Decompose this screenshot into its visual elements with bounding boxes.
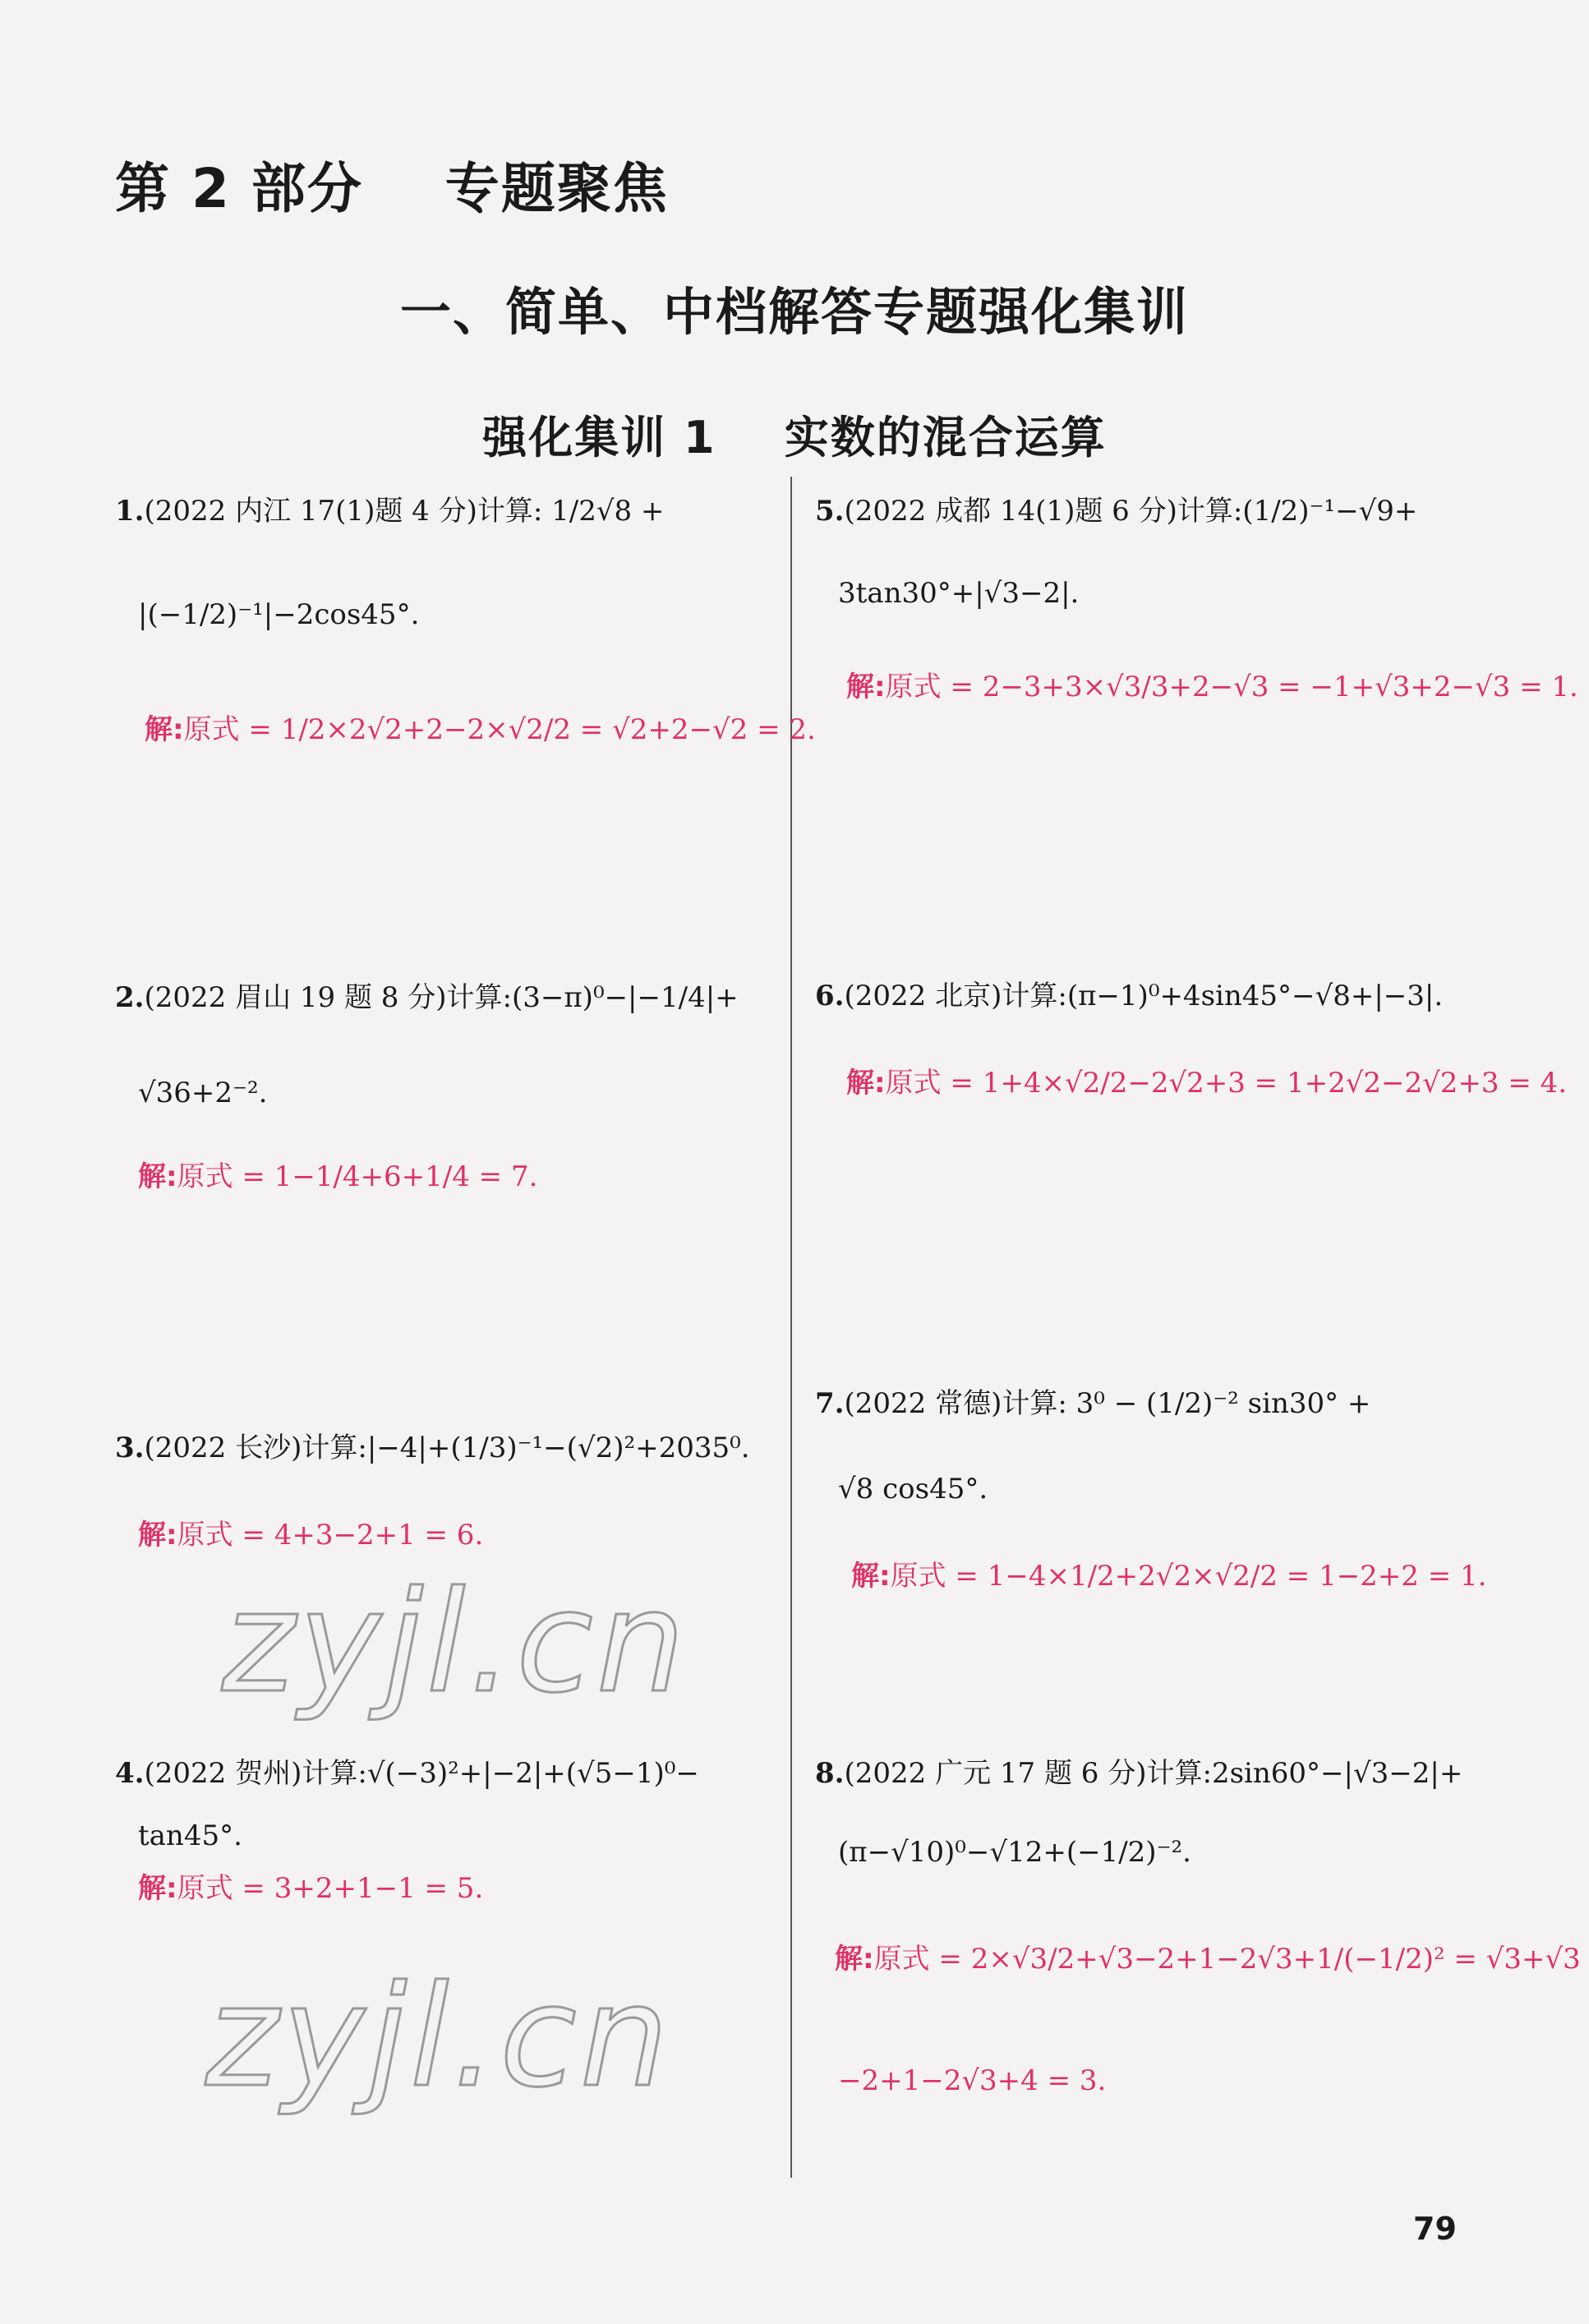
solution-4 (138, 1865, 483, 1906)
problem-text: (2022 贺州)计算:√(−3)²+|−2|+(√5−1)⁰− (144, 1757, 699, 1790)
problem-8 (815, 1755, 1472, 1920)
solution-8 (835, 1936, 1581, 1976)
sub-title: 强化集训 1 实数的混合运算 (482, 412, 1107, 463)
problem-text-cont: √36+2⁻². (138, 1077, 268, 1109)
watermark: zyjl.cn (222, 1561, 689, 1724)
solution-label: 解: (145, 713, 184, 746)
solution-3 (138, 1512, 483, 1552)
solution-text: 原式 = 1/2×2√2+2−2×√2/2 = √2+2−√2 = 2. (183, 713, 816, 746)
solution-text-cont: −2+1−2√3+4 = 3. (838, 2064, 1107, 2097)
problem-number: 3. (115, 1432, 145, 1464)
part-title: 第 2 部分 专题聚焦 (115, 157, 669, 220)
solution-text: 原式 = 3+2+1−1 = 5. (177, 1872, 484, 1905)
section-title: 一、简单、中档解答专题强化集训 (399, 282, 1189, 342)
solution-label: 解: (138, 1160, 177, 1193)
watermark: zyjl.cn (205, 1956, 672, 2119)
solution-label: 解: (851, 1560, 891, 1593)
problem-number: 4. (115, 1757, 145, 1790)
problem-text-cont: 3tan30°+|√3−2|. (838, 577, 1080, 610)
solution-label: 解: (138, 1519, 177, 1552)
solution-text: 原式 = 2−3+3×√3/3+2−√3 = −1+√3+2−√3 = 1. (885, 671, 1578, 703)
problem-number: 7. (815, 1387, 845, 1420)
problem-5 (815, 493, 1472, 657)
solution-1 (145, 707, 816, 747)
solution-text: 原式 = 1−1/4+6+1/4 = 7. (177, 1160, 538, 1193)
problem-text-cont: (π−√10)⁰−√12+(−1/2)⁻². (838, 1836, 1191, 1869)
problem-text: (2022 北京)计算:(π−1)⁰+4sin45°−√8+|−3|. (844, 980, 1444, 1012)
solution-7 (851, 1553, 1486, 1593)
problem-2 (115, 980, 772, 1144)
problem-text: (2022 常德)计算: 3⁰ − (1/2)⁻² sin30° + (844, 1387, 1371, 1420)
solution-8-cont (838, 2064, 1106, 2097)
solution-6 (846, 1060, 1567, 1100)
solution-label: 解: (846, 671, 886, 703)
problem-text-cont: √8 cos45°. (838, 1473, 988, 1506)
problem-1 (115, 493, 772, 740)
solution-text: 原式 = 1−4×1/2+2√2×√2/2 = 1−2+2 = 1. (890, 1560, 1487, 1593)
problem-text: (2022 广元 17 题 6 分)计算:2sin60°−|√3−2|+ (844, 1757, 1463, 1790)
solution-5 (846, 664, 1578, 704)
solution-label: 解: (138, 1872, 177, 1905)
solution-label: 解: (846, 1067, 886, 1100)
problem-7 (815, 1386, 1472, 1550)
problem-text: (2022 成都 14(1)题 6 分)计算:(1/2)⁻¹−√9+ (844, 495, 1418, 528)
problem-3 (115, 1430, 772, 1496)
solution-label: 解: (835, 1943, 874, 1976)
problem-number: 2. (115, 981, 145, 1014)
solution-text: 原式 = 1+4×√2/2−2√2+3 = 1+2√2−2√2+3 = 4. (885, 1067, 1568, 1100)
problem-number: 1. (115, 495, 145, 528)
problem-number: 8. (815, 1757, 845, 1790)
problem-text: (2022 内江 17(1)题 4 分)计算: 1/2√8 + (144, 495, 665, 528)
problem-text-cont: tan45°. (138, 1819, 242, 1852)
problem-number: 6. (815, 980, 845, 1012)
solution-text: 原式 = 4+3−2+1 = 6. (177, 1519, 484, 1552)
page-number: 79 (1413, 2211, 1457, 2247)
problem-text: (2022 眉山 19 题 8 分)计算:(3−π)⁰−|−1/4|+ (144, 981, 739, 1014)
solution-text: 原式 = 2×√3/2+√3−2+1−2√3+1/(−1/2)² = √3+√3 (873, 1943, 1581, 1976)
problem-number: 5. (815, 495, 845, 528)
problem-6 (815, 978, 1472, 1044)
problem-text: (2022 长沙)计算:|−4|+(1/3)⁻¹−(√2)²+2035⁰. (144, 1432, 750, 1464)
solution-2 (138, 1154, 537, 1194)
problem-text-cont: |(−1/2)⁻¹|−2cos45°. (138, 598, 420, 631)
